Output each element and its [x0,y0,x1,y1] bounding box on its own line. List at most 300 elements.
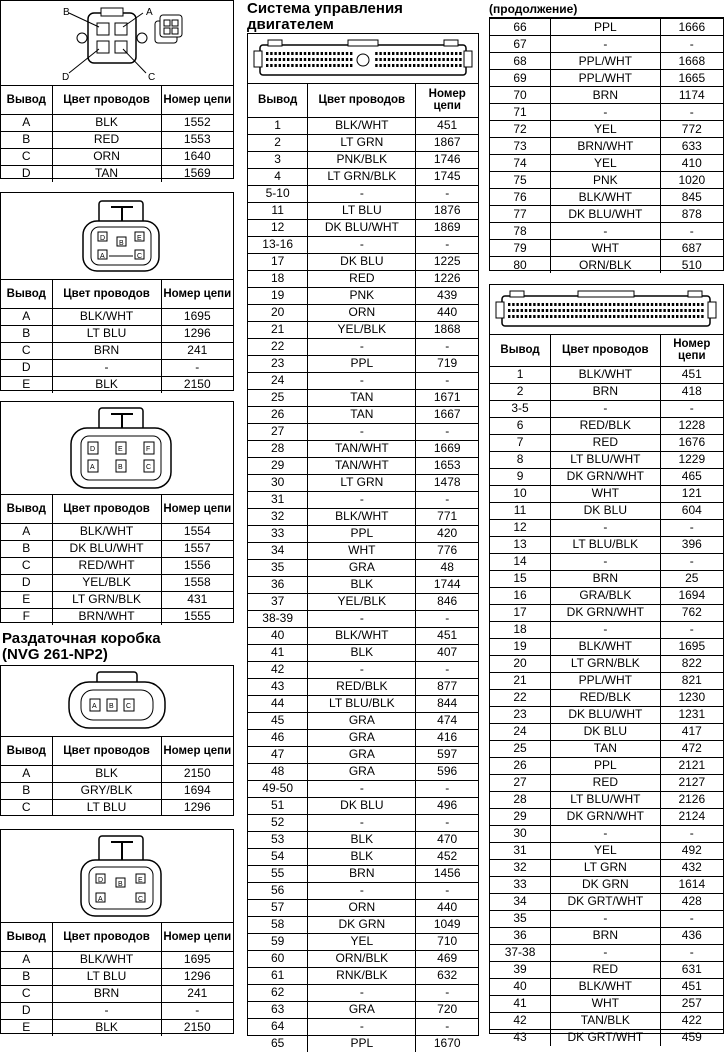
table-row [248,542,478,559]
pin-cell: 20 [490,655,551,672]
pin-dot [659,303,661,306]
pin-cell: 34 [490,893,551,910]
pin-cell: 2 [490,383,551,400]
pin-dot [542,309,544,312]
col-color: Цвет проводов [551,335,661,366]
wire-color-cell: - [551,519,661,536]
circuit-cell: 878 [660,206,723,223]
table-row [1,1019,233,1036]
circuit-cell: 1876 [416,202,478,219]
connector-diagram [1,666,233,737]
circuit-cell: 451 [660,366,723,383]
pin-cell: 12 [490,519,551,536]
circuit-cell: - [416,610,478,627]
pin-cell: 40 [248,627,308,644]
pin-dot [400,64,402,67]
pin-dot [621,303,623,306]
pin-dot [325,52,327,55]
connector-icon [1,830,233,923]
pin-dot [270,58,272,61]
circuit-cell: 631 [660,961,723,978]
wire-color-cell: - [551,944,661,961]
pin-dot [459,58,461,61]
pin-dot [550,303,552,306]
table-row [248,236,478,253]
wire-color-cell: - [551,553,661,570]
pin-dot [426,64,428,67]
wire-color-cell: PPL [308,1035,416,1052]
connector-icon [1,666,233,737]
pin-dot [668,303,670,306]
pin-cell: 24 [490,723,551,740]
pin-dot [321,64,323,67]
pin-dot [575,303,577,306]
svg-text:E: E [118,446,123,453]
col-color: Цвет проводов [52,495,161,523]
pin-dot [663,315,665,318]
pin-cell: 42 [248,661,308,678]
pin-cell: 52 [248,814,308,831]
circuit-cell: 845 [660,189,723,206]
pin-dot [413,64,415,67]
wire-color-cell: YEL [308,933,416,950]
pin-dot [554,315,556,318]
circuit-cell: 474 [416,712,478,729]
circuit-cell: 1552 [161,114,233,131]
pin-dot [283,64,285,67]
pin-cell: E [1,1019,52,1036]
circuit-cell: 1557 [161,540,233,557]
pin-cell: 28 [490,791,551,808]
wire-color-cell: DK BLU [308,253,416,270]
circuit-cell: 1049 [416,916,478,933]
pin-cell: C [1,985,52,1002]
pin-cell: 62 [248,984,308,1001]
wire-color-cell: - [52,1002,161,1019]
pin-cell: 42 [490,1012,551,1029]
wire-color-cell: - [551,910,661,927]
table-row [1,325,233,342]
pin-dot [350,64,352,67]
pin-cell: 31 [248,491,308,508]
pin-dot [283,58,285,61]
pin-dot [442,64,444,67]
svg-text:B: B [118,464,123,471]
wire-color-cell: TAN/WHT [308,440,416,457]
wire-color-cell: BLK [52,765,161,782]
pin-dot [304,58,306,61]
pin-dot [638,303,640,306]
pin-dot [689,309,691,312]
pin-dot [421,58,423,61]
pin-dot [409,58,411,61]
pin-dot [426,52,428,55]
pin-dot [434,64,436,67]
circuit-cell: 1746 [416,151,478,168]
table-row [490,825,723,842]
wire-color-cell: DK BLU/WHT [308,219,416,236]
pin-dot [384,64,386,67]
pin-cell: 53 [248,831,308,848]
pin-dot [537,315,539,318]
svg-text:D: D [90,446,96,453]
circuit-cell: 719 [416,355,478,372]
pin-dot [630,315,632,318]
pin-dot [655,303,657,306]
table-row [490,689,723,706]
pin-dot [672,303,674,306]
circuit-cell: 1867 [416,134,478,151]
pin-dot [512,303,514,306]
pin-dot [342,52,344,55]
pin-cell: 22 [248,338,308,355]
pin-dot [333,64,335,67]
pin-cell: 35 [248,559,308,576]
pinout-table [1,495,233,625]
pin-dot [375,64,377,67]
wire-color-cell: GRA [308,559,416,576]
pin-cell: 45 [248,712,308,729]
circuit-cell: - [416,780,478,797]
circuit-cell: 1456 [416,865,478,882]
pin-dot [342,58,344,61]
pin-cell: 14 [490,553,551,570]
wire-color-cell: LT BLU [52,325,161,342]
circuit-cell: 1296 [161,325,233,342]
table-row [1,165,233,182]
pin-dot [558,303,560,306]
circuit-cell: 776 [416,542,478,559]
pin-dot [451,64,453,67]
wire-color-cell: DK BLU [551,723,661,740]
table-row [248,712,478,729]
table-row [490,927,723,944]
wire-color-cell: BRN [551,570,661,587]
wire-color-cell: - [52,359,161,376]
table-row [490,723,723,740]
pin-cell: 11 [490,502,551,519]
pin-dot [689,303,691,306]
pin-dot [384,58,386,61]
pin-cell: 35 [490,910,551,927]
wire-color-cell: TAN [52,165,161,182]
circuit-cell: 846 [416,593,478,610]
pinout-table [490,18,723,273]
pin-cell: 17 [248,253,308,270]
pin-cell: 80 [490,257,551,274]
wire-color-cell: LT BLU/WHT [551,791,661,808]
circuit-cell: - [660,553,723,570]
svg-text:A: A [92,703,97,710]
table-row [490,706,723,723]
table-row [490,383,723,400]
pin-cell: A [1,765,52,782]
table-row [1,1002,233,1019]
pin-cell: 18 [248,270,308,287]
pin-dot [701,315,703,318]
pin-cell: A [1,114,52,131]
wire-color-cell: PPL [308,355,416,372]
pin-cell: 77 [490,206,551,223]
table-row [490,621,723,638]
wire-color-cell: GRA [308,729,416,746]
pin-dot [693,303,695,306]
circuit-cell: - [416,423,478,440]
pin-dot [291,64,293,67]
circuit-cell: 1569 [161,165,233,182]
pin-dot [312,58,314,61]
pin-dot [388,58,390,61]
pin-dot [684,303,686,306]
svg-text:A: A [90,464,95,471]
pin-cell: 27 [490,774,551,791]
pin-cell: 34 [248,542,308,559]
pin-dot [392,52,394,55]
pin-dot [571,315,573,318]
connector-diagram [1,1,233,86]
pin-cell: C [1,342,52,359]
table-row [248,695,478,712]
pin-dot [638,309,640,312]
pin-dot [316,64,318,67]
table-row [490,604,723,621]
pin-cell: A [1,523,52,540]
table-row [490,961,723,978]
pin-dot [529,309,531,312]
pin-cell: 29 [248,457,308,474]
connector-diagram [1,193,233,280]
table-row [248,848,478,865]
pin-dot [621,315,623,318]
circuit-cell: 431 [161,591,233,608]
pin-cell: 79 [490,240,551,257]
table-row [248,185,478,202]
circuit-cell: 1556 [161,557,233,574]
pin-dot [392,58,394,61]
pin-dot [621,309,623,312]
pin-dot [337,58,339,61]
circuit-cell: 2150 [161,765,233,782]
pin-dot [689,315,691,318]
pin-cell: 41 [490,995,551,1012]
pin-cell: 47 [248,746,308,763]
pin-dot [329,64,331,67]
pin-dot [521,303,523,306]
pin-cell: 70 [490,87,551,104]
wire-color-cell: YEL [551,121,661,138]
table-row [490,944,723,961]
pin-cell: 30 [248,474,308,491]
circuit-cell: - [416,338,478,355]
pin-dot [400,52,402,55]
pin-dot [550,309,552,312]
pin-dot [521,309,523,312]
pin-dot [266,58,268,61]
wire-color-cell: DK GRN [308,916,416,933]
circuit-cell: 596 [416,763,478,780]
table-row [490,978,723,995]
connector-diagram [1,830,233,923]
pin-dot [430,52,432,55]
pin-dot [512,315,514,318]
wire-color-cell: TAN [551,740,661,757]
pin-dot [295,58,297,61]
engine-connector-diagram [248,34,478,84]
pin-dot [575,315,577,318]
pin-cell: 60 [248,950,308,967]
pin-dot [283,52,285,55]
pin-cell: 27 [248,423,308,440]
circuit-cell: 1695 [161,308,233,325]
table-row [490,138,723,155]
col-circuit: Номер цепи [660,335,723,366]
pin-dot [409,64,411,67]
pin-dot [613,315,615,318]
pin-cell: 57 [248,899,308,916]
pin-dot [525,315,527,318]
circuit-cell: 422 [660,1012,723,1029]
pin-dot [325,58,327,61]
circuit-cell: 1667 [416,406,478,423]
pin-dot [342,64,344,67]
wire-color-cell: PPL [551,757,661,774]
pin-cell: 68 [490,53,551,70]
table-row [490,519,723,536]
pin-cell: 75 [490,172,551,189]
wire-color-cell: - [551,621,661,638]
pin-dot [651,315,653,318]
pin-dot [396,52,398,55]
pin-dot [379,64,381,67]
circuit-cell: - [660,519,723,536]
table-row [490,655,723,672]
table-row [490,859,723,876]
circuit-cell: 1653 [416,457,478,474]
circuit-cell: 1558 [161,574,233,591]
table-row [248,950,478,967]
wire-color-cell: ORN [308,899,416,916]
pin-label: B [63,7,70,18]
pin-dot [676,309,678,312]
pinout-table [1,923,233,1036]
circuit-cell: 1231 [660,706,723,723]
table-row [1,342,233,359]
pin-dot [630,303,632,306]
pin-dot [626,315,628,318]
pin-cell: 3 [248,151,308,168]
pin-cell: C [1,557,52,574]
pin-dot [697,309,699,312]
pin-dot [542,303,544,306]
pin-dot [337,52,339,55]
pin-cell: 12 [248,219,308,236]
table-row [490,1012,723,1029]
circuit-cell: 1669 [416,440,478,457]
wire-color-cell: - [308,661,416,678]
pin-dot [546,309,548,312]
pin-dot [609,303,611,306]
pin-cell: 33 [248,525,308,542]
table-row [248,525,478,542]
table-row [248,763,478,780]
connector-diagram [1,402,233,495]
wire-color-cell: BRN [308,865,416,882]
table-row [1,951,233,968]
pin-dot [379,58,381,61]
pin-dot [350,58,352,61]
table-row [490,19,723,36]
circuit-cell: - [660,621,723,638]
pin-dot [442,52,444,55]
pin-cell: D [1,574,52,591]
pin-cell: 8 [490,451,551,468]
table-row [490,910,723,927]
table-row [1,591,233,608]
col-pin: Вывод [1,280,52,308]
table-row [490,536,723,553]
pin-dot [617,315,619,318]
pin-dot [605,309,607,312]
table-row [490,155,723,172]
circuit-cell: 1670 [416,1035,478,1052]
table-row [248,1001,478,1018]
col-pin: Вывод [248,84,308,117]
table-row [1,131,233,148]
pin-dot [455,64,457,67]
pin-dot [312,52,314,55]
table-row [1,968,233,985]
pinout-table [1,280,233,393]
table-row [490,995,723,1012]
table-row [490,172,723,189]
pin-dot [651,303,653,306]
pin-dot [609,309,611,312]
wire-color-cell: BLK/WHT [551,978,661,995]
pin-dot [642,315,644,318]
table-row [248,576,478,593]
table-row [248,899,478,916]
wire-color-cell: BLK/WHT [308,117,416,134]
wire-color-cell: - [308,984,416,1001]
pin-cell: 71 [490,104,551,121]
pin-dot [680,303,682,306]
table-row [248,933,478,950]
circuit-cell: 241 [161,342,233,359]
circuit-cell: 1229 [660,451,723,468]
pin-dot [642,309,644,312]
table-row [490,638,723,655]
col-circuit: Номер цепи [161,280,233,308]
table-row [490,366,723,383]
circuit-cell: 465 [660,468,723,485]
pin-dot [697,315,699,318]
circuit-cell: - [161,359,233,376]
circuit-cell: 632 [416,967,478,984]
pin-dot [588,315,590,318]
wire-color-cell: - [308,372,416,389]
pin-dot [642,303,644,306]
pin-dot [647,309,649,312]
svg-text:F: F [146,446,151,453]
table-row [490,485,723,502]
pin-cell: 38-39 [248,610,308,627]
table-row [490,672,723,689]
wire-color-cell: RNK/BLK [308,967,416,984]
pin-dot [287,52,289,55]
pin-dot [605,303,607,306]
pin-cell: 54 [248,848,308,865]
circuit-cell: 469 [416,950,478,967]
